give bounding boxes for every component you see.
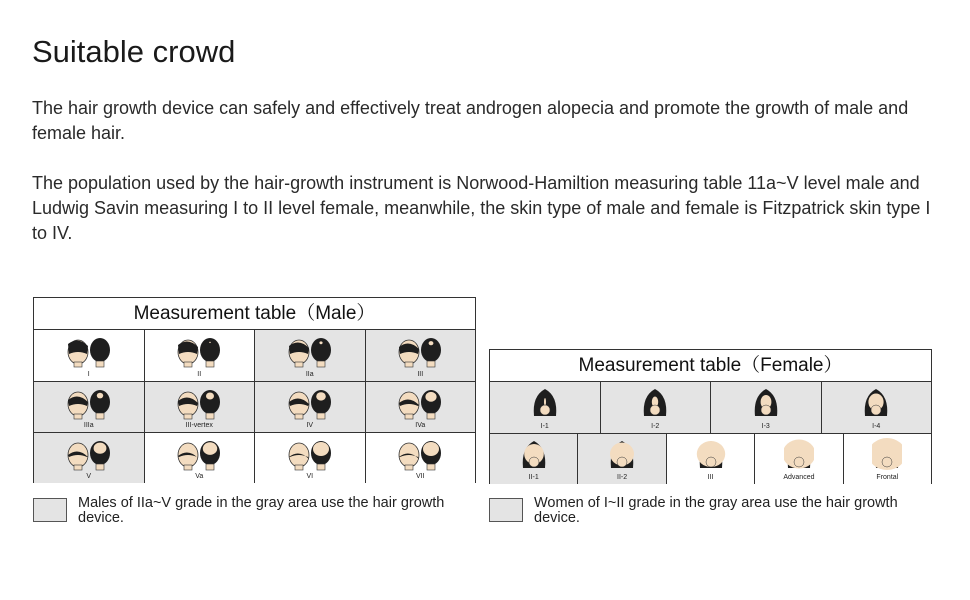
male-cell (145, 433, 256, 483)
male-grade-label: IV (306, 422, 314, 429)
female-cell (844, 434, 931, 484)
female-cell (490, 382, 601, 433)
male-cell (255, 382, 366, 432)
female-grade-label: II-2 (617, 474, 628, 481)
male-grade-label: VI (306, 473, 314, 480)
female-measurement-table (489, 349, 932, 484)
male-cell (366, 330, 476, 381)
male-legend (33, 496, 458, 526)
male-grade-label: Va (195, 473, 204, 480)
male-cell (34, 382, 145, 432)
female-cell (822, 382, 932, 433)
female-cell (601, 382, 712, 433)
male-cell (255, 433, 366, 483)
male-cell (145, 382, 256, 432)
male-legend-text: Males of IIa~V grade in the gray area use the hair growth device. (78, 495, 445, 526)
female-cell (490, 434, 578, 484)
male-table-body (34, 330, 475, 483)
female-cell (667, 434, 755, 484)
male-row (34, 381, 475, 432)
female-row (490, 382, 931, 433)
male-row (34, 432, 475, 483)
male-grade-label: VII (415, 473, 425, 480)
male-row (34, 330, 475, 381)
page-title: Suitable crowd (32, 34, 236, 69)
male-measurement-table (33, 297, 476, 483)
male-cell (145, 330, 256, 381)
female-legend (489, 496, 914, 526)
female-grade-label: Advanced (783, 474, 815, 481)
male-cell (366, 433, 476, 483)
female-grade-label: I-4 (872, 423, 881, 430)
male-cell (366, 382, 476, 432)
female-cell (755, 434, 843, 484)
female-cell (711, 382, 822, 433)
female-grade-label: I-1 (540, 423, 549, 430)
male-grade-label: IIIa (83, 422, 94, 429)
population-paragraph: The population used by the hair-growth instrument is Norwood-Hamiltion measuring table 11a~V level male and Ludwig Savin measuring I to II level female, meanwhile, the skin type of male and female is Fitzpatrick skin type I to IV. (32, 173, 931, 243)
male-grade-label: V (86, 473, 92, 480)
male-table-title: Measurement table（Male） (34, 298, 475, 330)
male-cell (255, 330, 366, 381)
gray-swatch (489, 498, 523, 522)
male-grade-label: II (197, 371, 202, 378)
male-grade-label: III (417, 371, 424, 378)
male-cell (34, 433, 145, 483)
female-grade-label: III (707, 474, 714, 481)
gray-swatch (33, 498, 67, 522)
female-cell (578, 434, 666, 484)
male-grade-label: IVa (415, 422, 426, 429)
female-table-title: Measurement table（Female） (490, 350, 931, 382)
female-table-body (490, 382, 931, 484)
female-grade-label: I-3 (761, 423, 770, 430)
female-grade-label: Frontal (876, 474, 899, 481)
female-legend-text: Women of I~II grade in the gray area use the hair growth device. (534, 495, 898, 526)
male-cell (34, 330, 145, 381)
intro-paragraph: The hair growth device can safely and effectively treat androgen alopecia and promote the growth of male and female hair. (32, 98, 909, 143)
male-grade-label: I (87, 371, 90, 378)
female-grade-label: I-2 (651, 423, 660, 430)
male-grade-label: IIa (305, 371, 314, 378)
female-grade-label: II-1 (528, 474, 539, 481)
male-grade-label: III-vertex (185, 422, 213, 429)
female-row (490, 433, 931, 484)
